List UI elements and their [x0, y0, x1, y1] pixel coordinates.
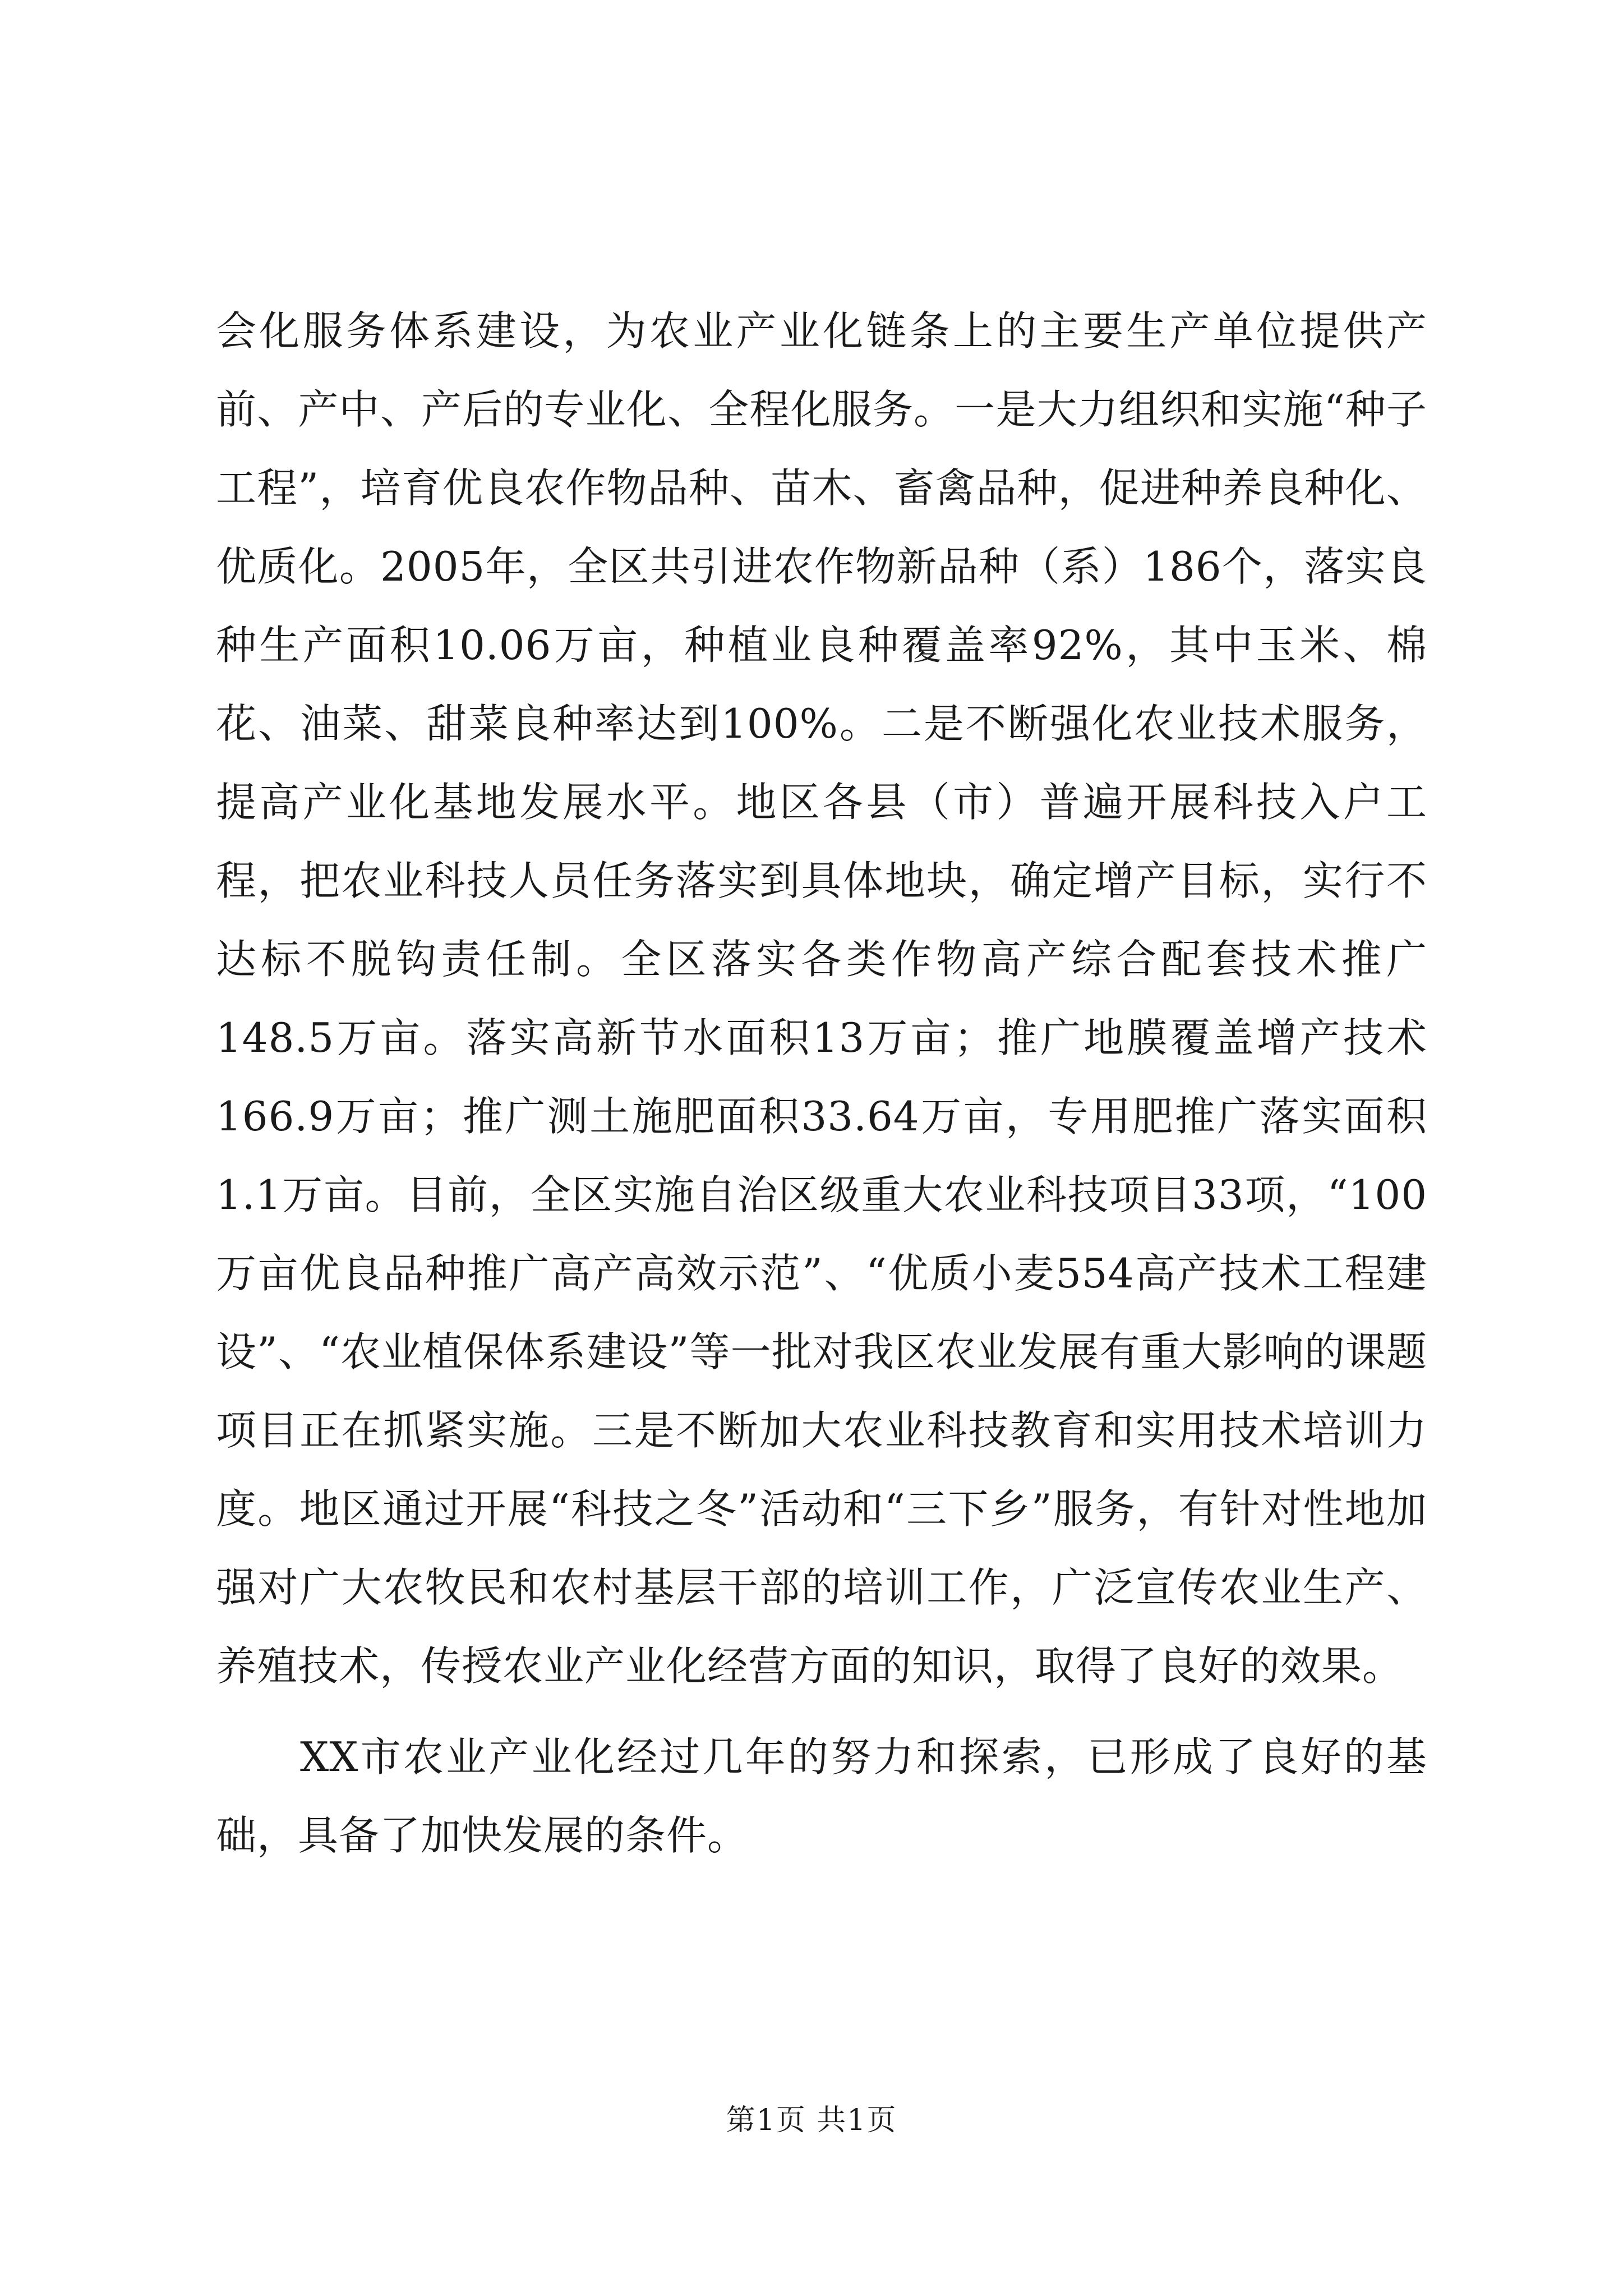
body-paragraph-2: XX市农业产业化经过几年的努力和探索，已形成了良好的基础，具备了加快发展的条件。 [216, 1733, 1427, 1859]
body-paragraph-1: 会化服务体系建设，为农业产业化链条上的主要生产单位提供产前、产中、产后的专业化、全程化服务。一是大力组织和实施“种子工程”，培育优良农作物品种、苗木、畜禽品种，促进种养良种化、优质化。2005年，全区共引进农作物新品种（系）186个，落实良种生产面积10.06万亩，种植业良种覆盖率92%，其中玉米、棉花、油菜、甜菜良种率达到100%。二是不断强化农业技术服务，提高产业化基地发展水平。地区各县（市）普遍开展科技入户工程，把农业科技人员任务落实到具体地块，确定增产目标，实行不达标不脱钩责任制。全区落实各类作物高产综合配套技术推广148.5万亩。落实高新节水面积13万亩；推广地膜覆盖增产技术166.9万亩；推广测土施肥面积33.64万亩，专用肥推广落实面积1.1万亩。目前，全区实施自治区级重大农业科技项目33项，“100万亩优良品种推广高产高效示范”、“优质小麦554高产技术工程建设”、“农业植保体系建设”等一批对我区农业发展有重大影响的课题项目正在抓紧实施。三是不断加大农业科技教育和实用技术培训力度。地区通过开展“科技之冬”活动和“三下乡”服务，有针对性地加强对广大农牧民和农村基层干部的培训工作，广泛宣传农业生产、养殖技术，传授农业产业化经营方面的知识，取得了良好的效果。 [216, 307, 1427, 1690]
page-footer: 第1页 共1页 [726, 2104, 897, 2137]
document-body [216, 292, 1427, 1875]
